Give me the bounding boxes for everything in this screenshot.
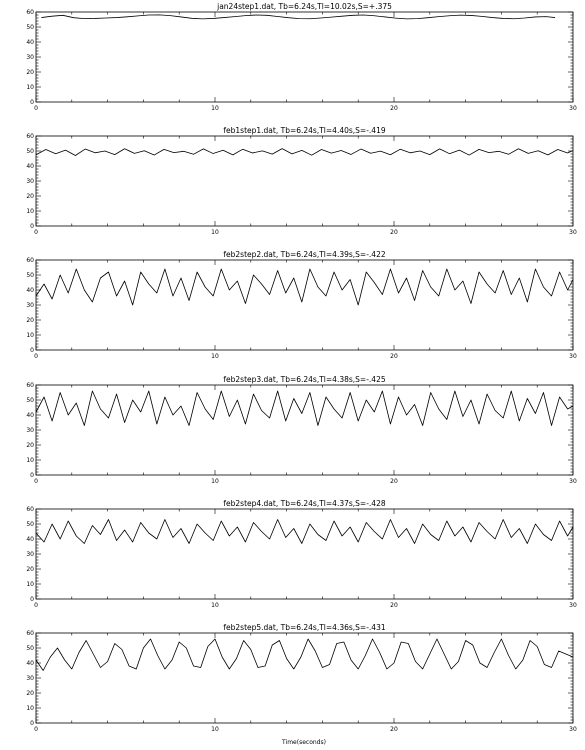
y-tick-label: 0 [30, 223, 34, 230]
chart-panel-1 [26, 2, 577, 112]
y-tick-label: 0 [30, 720, 34, 727]
x-tick-label: 20 [390, 602, 398, 609]
series-line [36, 149, 573, 156]
x-tick-label: 10 [211, 726, 219, 733]
x-tick-label: 30 [569, 726, 577, 733]
y-tick-label: 0 [30, 347, 34, 354]
x-tick-label: 20 [390, 105, 398, 112]
y-tick-label: 40 [26, 287, 34, 294]
plot-frame [36, 509, 573, 599]
y-tick-label: 50 [26, 24, 34, 31]
x-tick-label: 20 [390, 353, 398, 360]
x-tick-label: 0 [34, 726, 38, 733]
series-line [41, 15, 555, 19]
y-tick-label: 20 [26, 690, 34, 697]
y-tick-label: 0 [30, 596, 34, 603]
x-tick-label: 20 [390, 726, 398, 733]
x-tick-label: 10 [211, 105, 219, 112]
plot-frame [36, 260, 573, 350]
chart-title: feb2step4.dat, Tb=6.24s,Tl=4.37s,S=-.428 [223, 499, 386, 508]
y-tick-label: 20 [26, 69, 34, 76]
chart-title: feb1step1.dat, Tb=6.24s,Tl=4.40s,S=-.419 [223, 126, 386, 135]
x-tick-label: 30 [569, 353, 577, 360]
x-tick-label: 10 [211, 229, 219, 236]
series-line [36, 391, 573, 426]
chart-panel-2 [26, 126, 577, 236]
y-tick-label: 30 [26, 551, 34, 558]
x-tick-label: 30 [569, 105, 577, 112]
y-tick-label: 50 [26, 645, 34, 652]
y-tick-label: 10 [26, 581, 34, 588]
y-tick-label: 30 [26, 302, 34, 309]
y-tick-label: 10 [26, 208, 34, 215]
x-tick-label: 10 [211, 602, 219, 609]
y-tick-label: 20 [26, 317, 34, 324]
chart-title: feb2step5.dat, Tb=6.24s,Tl=4.36s,S=-.431 [223, 623, 386, 632]
y-tick-label: 40 [26, 39, 34, 46]
series-line [36, 520, 573, 544]
series-line [36, 269, 573, 305]
y-tick-label: 10 [26, 457, 34, 464]
y-tick-label: 10 [26, 84, 34, 91]
y-tick-label: 20 [26, 442, 34, 449]
y-tick-label: 50 [26, 397, 34, 404]
y-tick-label: 60 [26, 257, 34, 264]
chart-title: feb2step2.dat, Tb=6.24s,Tl=4.39s,S=-.422 [223, 250, 386, 259]
y-tick-label: 60 [26, 9, 34, 16]
y-tick-label: 0 [30, 472, 34, 479]
x-tick-label: 20 [390, 229, 398, 236]
y-tick-label: 30 [26, 178, 34, 185]
chart-title: feb2step3.dat, Tb=6.24s,Tl=4.38s,S=-.425 [223, 375, 386, 384]
y-tick-label: 60 [26, 382, 34, 389]
plot-frame [36, 136, 573, 226]
y-tick-label: 60 [26, 506, 34, 513]
plot-frame [36, 12, 573, 102]
y-tick-label: 10 [26, 332, 34, 339]
y-tick-label: 50 [26, 148, 34, 155]
y-tick-label: 30 [26, 54, 34, 61]
x-tick-label: 10 [211, 478, 219, 485]
chart-title: jan24step1.dat, Tb=6.24s,Tl=10.02s,S=+.375 [217, 2, 392, 11]
series-line [36, 639, 573, 671]
x-tick-label: 0 [34, 353, 38, 360]
y-tick-label: 40 [26, 660, 34, 667]
x-tick-label: 20 [390, 478, 398, 485]
chart-panel-6 [26, 623, 577, 733]
y-tick-label: 10 [26, 705, 34, 712]
x-tick-label: 10 [211, 353, 219, 360]
plot-frame [36, 633, 573, 723]
y-tick-label: 60 [26, 133, 34, 140]
y-tick-label: 40 [26, 163, 34, 170]
x-tick-label: 30 [569, 602, 577, 609]
x-tick-label: 0 [34, 229, 38, 236]
y-tick-label: 30 [26, 675, 34, 682]
x-tick-label: 0 [34, 105, 38, 112]
y-tick-label: 20 [26, 566, 34, 573]
y-tick-label: 0 [30, 99, 34, 106]
y-tick-label: 50 [26, 521, 34, 528]
chart-panel-3 [26, 250, 577, 360]
y-tick-label: 30 [26, 427, 34, 434]
y-tick-label: 60 [26, 630, 34, 637]
x-tick-label: 30 [569, 229, 577, 236]
x-axis-label: Time(seconds) [282, 739, 326, 746]
y-tick-label: 40 [26, 412, 34, 419]
plot-frame [36, 385, 573, 475]
y-tick-label: 50 [26, 272, 34, 279]
x-tick-label: 30 [569, 478, 577, 485]
chart-panel-5 [26, 499, 577, 609]
x-tick-label: 0 [34, 602, 38, 609]
y-tick-label: 20 [26, 193, 34, 200]
y-tick-label: 40 [26, 536, 34, 543]
x-tick-label: 0 [34, 478, 38, 485]
chart-panel-4 [26, 375, 577, 485]
